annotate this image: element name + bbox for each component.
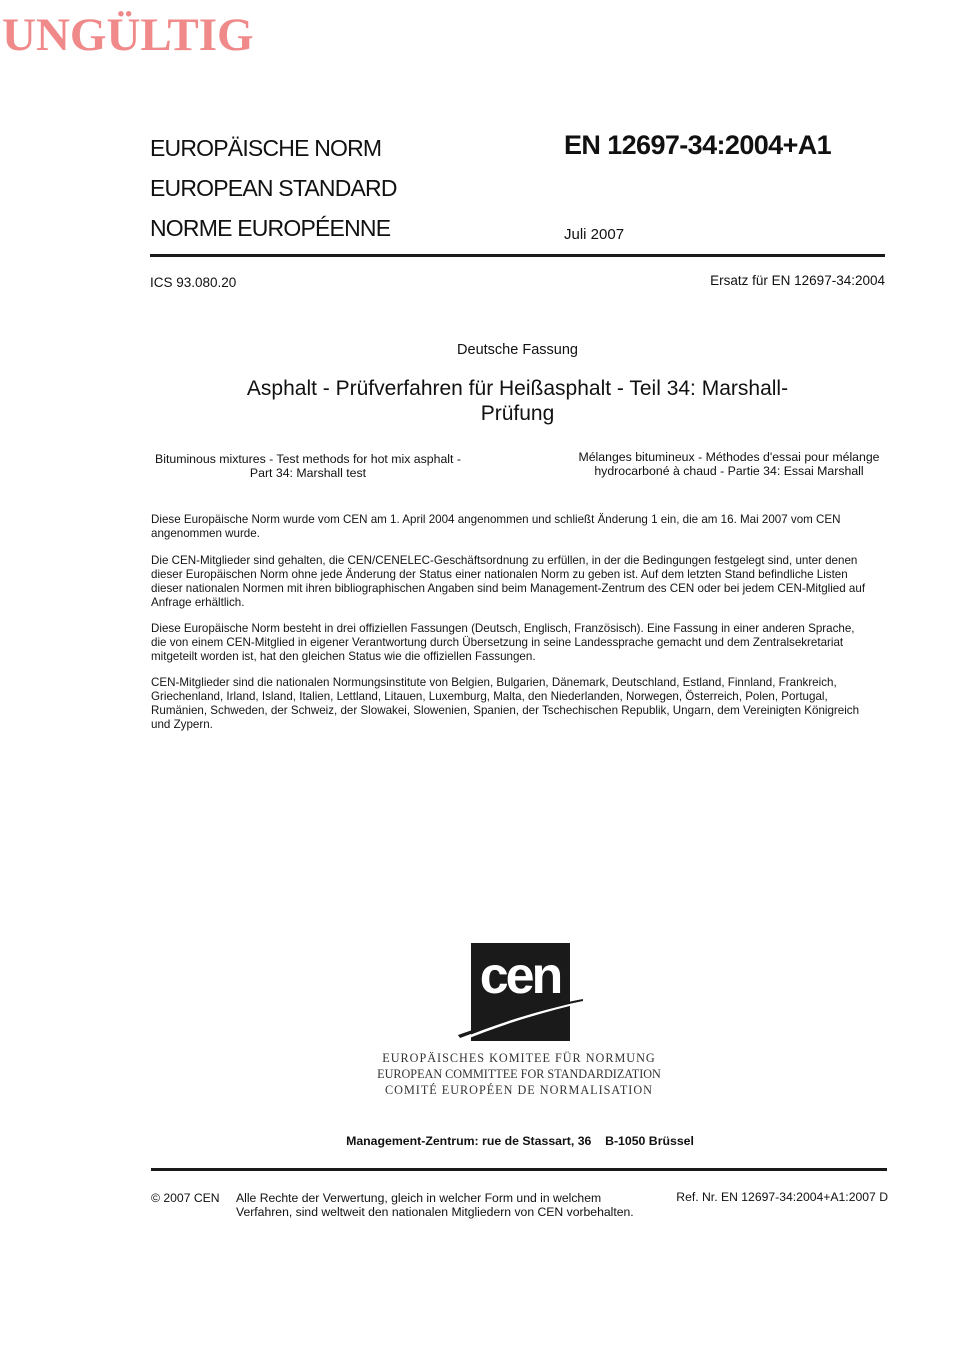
- invalid-watermark: UNGÜLTIG: [2, 9, 254, 61]
- paragraph-line: Diese Europäische Norm besteht in drei offiziellen Fassungen (Deutsch, Englisch, Französisch). Eine Fassung in einer anderen Sprache,: [151, 622, 855, 635]
- copyright: © 2007 CEN: [151, 1191, 220, 1205]
- paragraph-line: die von einem CEN-Mitglied in eigener Verantwortung durch Übersetzung in seine Landessprache gemacht und dem Zentralsekretariat: [151, 636, 844, 649]
- paragraph-line: Die CEN-Mitglieder sind gehalten, die CEN/CENELEC-Geschäftsordnung zu erfüllen, in der die Bedingungen festgelegt sind, unter denen: [151, 554, 858, 567]
- paragraph-members: [151, 676, 887, 732]
- subtitle-english: [150, 452, 466, 480]
- management-centre-address: Management-Zentrum: rue de Stassart, 36 B-1050 Brüssel: [346, 1134, 694, 1148]
- title-line-2: Prüfung: [480, 402, 555, 425]
- norm-title-en: EUROPEAN STANDARD: [150, 175, 397, 201]
- title-line-1: Asphalt - Prüfverfahren für Heißasphalt - Teil 34: Marshall-: [246, 377, 789, 400]
- paragraph-adoption: [151, 513, 887, 541]
- document-title: [150, 376, 885, 426]
- publication-date: Juli 2007: [564, 226, 625, 243]
- subtitle-fr-line-1: Mélanges bitumineux - Méthodes d'essai pour mélange: [578, 450, 880, 464]
- paragraph-line: mitgeteilt worden ist, hat den gleichen Status wie die offiziellen Fassungen.: [151, 650, 536, 663]
- paragraph-line: dieser Europäischen Norm ohne jede Änderung der Status einer nationalen Norm zu geben ist. Auf dem letzten Stand befindliche Listen: [151, 568, 848, 581]
- paragraph-line: Griechenland, Irland, Island, Italien, Lettland, Litauen, Luxemburg, Malta, den Niederlanden, Norwegen, Österreich, Polen, Portugal,: [151, 690, 828, 703]
- replaces-note: Ersatz für EN 12697-34:2004: [710, 273, 885, 288]
- committee-name-en: EUROPEAN COMMITTEE FOR STANDARDIZATION: [377, 1067, 661, 1081]
- cen-logo: [458, 943, 583, 1041]
- norm-title-de: EUROPÄISCHE NORM: [150, 135, 382, 161]
- paragraph-versions: [151, 622, 887, 664]
- rights-notice: [236, 1191, 634, 1219]
- subtitle-fr-line-2: hydrocarboné à chaud - Partie 34: Essai Marshall: [594, 464, 864, 478]
- cen-logo-text: cen: [479, 947, 561, 1005]
- subtitle-en-line-2: Part 34: Marshall test: [249, 466, 367, 480]
- reference-number: Ref. Nr. EN 12697-34:2004+A1:2007 D: [676, 1190, 888, 1204]
- paragraph-line: angenommen wurde.: [151, 527, 260, 540]
- paragraph-regulations: [151, 554, 887, 610]
- subtitle-french: [570, 450, 888, 478]
- norm-title-fr: NORME EUROPÉENNE: [150, 215, 391, 241]
- committee-name-de: EUROPÄISCHES KOMITEE FÜR NORMUNG: [382, 1051, 656, 1065]
- ics-code: ICS 93.080.20: [150, 275, 237, 290]
- paragraph-line: Anfrage erhältlich.: [151, 596, 245, 609]
- rights-line-1: Alle Rechte der Verwertung, gleich in welcher Form und in welchem: [236, 1191, 602, 1205]
- footer-rule: [151, 1168, 887, 1171]
- paragraph-line: Diese Europäische Norm wurde vom CEN am 1. April 2004 angenommen und schließt Änderung 1 ein, die am 16. Mai 2007 vom CEN: [151, 513, 841, 526]
- paragraph-line: dieser nationalen Normen mit ihren bibliographischen Angaben sind beim Management-Zentrum des CEN oder bei jedem CEN-Mitglied auf: [151, 582, 866, 595]
- subtitle-en-line-1: Bituminous mixtures - Test methods for hot mix asphalt -: [155, 452, 461, 466]
- version-label: Deutsche Fassung: [457, 342, 578, 358]
- header-rule: [150, 254, 885, 257]
- paragraph-line: Rumänien, Schweden, der Schweiz, der Slowakei, Slowenien, Spanien, der Tschechischen Republik, Ungarn, dem Vereinigten Königreich: [151, 704, 860, 717]
- paragraph-line: CEN-Mitglieder sind die nationalen Normungsinstitute von Belgien, Bulgarien, Dänemark, Deutschland, Estland, Finnland, Frankreich,: [151, 676, 837, 689]
- rights-line-2: Verfahren, sind weltweit den nationalen Mitgliedern von CEN vorbehalten.: [236, 1205, 634, 1219]
- committee-name-fr: COMITÉ EUROPÉEN DE NORMALISATION: [385, 1083, 653, 1097]
- standard-number: EN 12697-34:2004+A1: [564, 130, 832, 160]
- paragraph-line: und Zypern.: [151, 718, 213, 731]
